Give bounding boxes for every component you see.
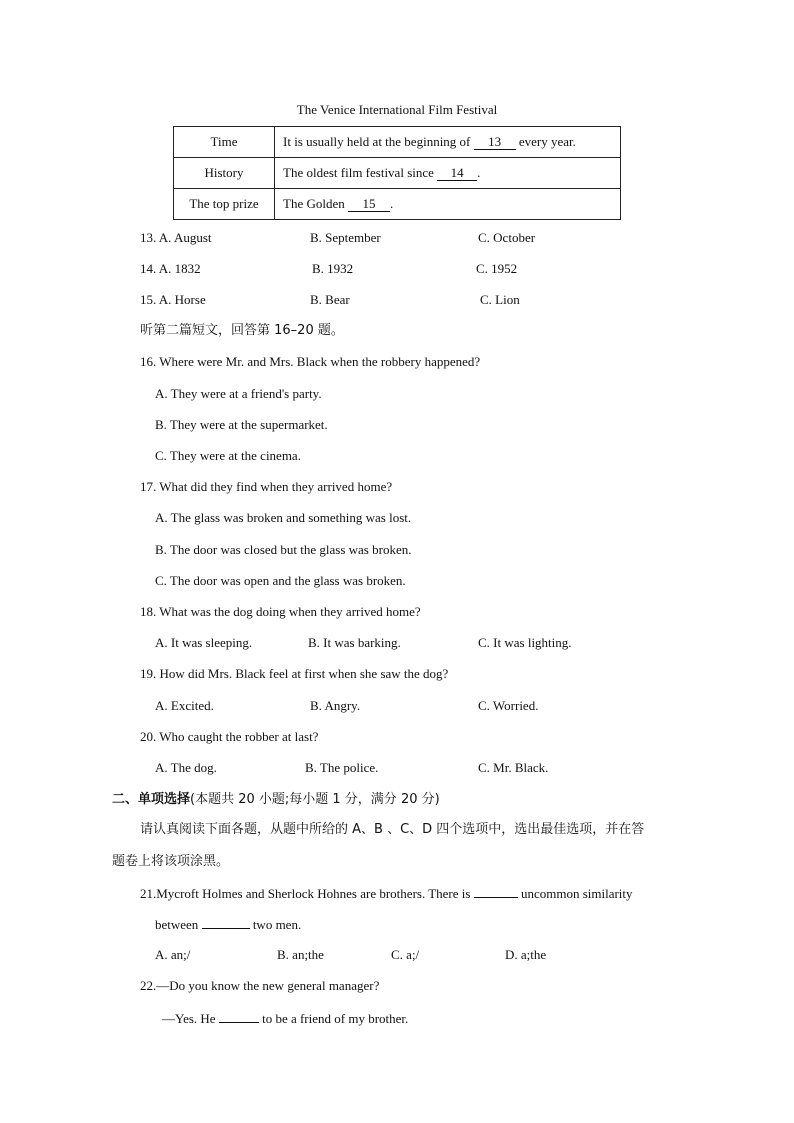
q14-option-c: C. 1952 xyxy=(476,261,518,276)
table-row xyxy=(174,189,621,220)
row-text-pre: The oldest film festival since xyxy=(283,165,434,180)
q22-answer-pre: —Yes. He xyxy=(162,1011,216,1026)
festival-table xyxy=(173,126,621,220)
q18-option-c: C. It was lighting. xyxy=(478,635,572,650)
answer-blank xyxy=(474,885,518,898)
q15-option-a: 15. A. Horse xyxy=(140,292,206,307)
table-row xyxy=(174,127,621,158)
q18-option-a: A. It was sleeping. xyxy=(155,635,253,650)
q13-option-c: C. October xyxy=(478,230,536,245)
answer-blank xyxy=(202,916,250,929)
table-title: The Venice International Film Festival xyxy=(296,102,498,117)
q17-question: 17. What did they find when they arrived home? xyxy=(140,479,393,494)
row-text-post: . xyxy=(477,165,481,180)
q22-question: 22.—Do you know the new general manager? xyxy=(140,978,380,993)
q13-option-a: 13. A. August xyxy=(140,230,212,245)
row-text-pre: It is usually held at the beginning of xyxy=(283,134,471,149)
q19-option-a: A. Excited. xyxy=(155,698,214,713)
q19-option-b: B. Angry. xyxy=(310,698,361,713)
blank-14: 14 xyxy=(437,166,477,181)
q15-option-c: C. Lion xyxy=(480,292,520,307)
q20-question: 20. Who caught the robber at last? xyxy=(140,729,319,744)
row-label: The top prize xyxy=(174,189,275,220)
q16-option-c: C. They were at the cinema. xyxy=(155,448,301,463)
q22-answer-post: to be a friend of my brother. xyxy=(262,1011,409,1026)
q14-option-a: 14. A. 1832 xyxy=(140,261,201,276)
section-2-header xyxy=(112,791,440,808)
row-content xyxy=(275,189,621,220)
row-label: History xyxy=(174,158,275,189)
q16-question: 16. Where were Mr. and Mrs. Black when the robbery happened? xyxy=(140,354,481,369)
row-content xyxy=(275,127,621,158)
row-text-pre: The Golden xyxy=(283,196,345,211)
q17-option-a: A. The glass was broken and something was lost. xyxy=(155,510,412,525)
answer-blank xyxy=(219,1010,259,1023)
q19-question: 19. How did Mrs. Black feel at first when she saw the dog? xyxy=(140,666,449,681)
passage-2-heading: 听第二篇短文，回答第 16–20 题。 xyxy=(140,323,344,338)
section-2-instruction-line1: 请认真阅读下面各题，从题中所给的 A、B 、C、D 四个选项中，选出最佳选项，并在答 xyxy=(140,822,645,837)
blank-15: 15 xyxy=(348,197,390,212)
q21-option-d: D. a;the xyxy=(505,947,547,962)
q15-option-b: B. Bear xyxy=(310,292,350,307)
q21-option-a: A. an;/ xyxy=(155,947,191,962)
q13-option-b: B. September xyxy=(310,230,381,245)
q21-option-b: B. an;the xyxy=(277,947,324,962)
q17-option-b: B. The door was closed but the glass was broken. xyxy=(155,542,412,557)
q19-option-c: C. Worried. xyxy=(478,698,539,713)
section-2-heading: 二、单项选择 xyxy=(112,792,191,807)
q22-answer xyxy=(162,1010,408,1027)
section-2-instruction-line2: 题卷上将该项涂黑。 xyxy=(112,854,230,869)
q20-option-c: C. Mr. Black. xyxy=(478,760,549,775)
q18-option-b: B. It was barking. xyxy=(308,635,401,650)
q17-option-c: C. The door was open and the glass was broken. xyxy=(155,573,406,588)
q21-line1 xyxy=(140,885,633,902)
q16-option-a: A. They were at a friend's party. xyxy=(155,386,322,401)
q16-option-b: B. They were at the supermarket. xyxy=(155,417,328,432)
q18-question: 18. What was the dog doing when they arrived home? xyxy=(140,604,421,619)
table-row xyxy=(174,158,621,189)
row-content xyxy=(275,158,621,189)
q21-line2 xyxy=(155,916,301,933)
q21-line1-post: uncommon similarity xyxy=(520,886,633,901)
q20-option-a: A. The dog. xyxy=(155,760,217,775)
blank-13: 13 xyxy=(474,135,516,150)
row-text-post: . xyxy=(389,196,394,211)
q20-option-b: B. The police. xyxy=(305,760,379,775)
q21-line2-post: two men. xyxy=(252,917,302,932)
section-2-note: (本题共 20 小题;每小题 1 分，满分 20 分) xyxy=(190,792,440,807)
q14-option-b: B. 1932 xyxy=(312,261,354,276)
q21-line2-pre: between xyxy=(155,917,199,932)
q21-line1-pre: 21.Mycroft Holmes and Sherlock Hohnes are brothers. There is xyxy=(140,886,471,901)
q21-option-c: C. a;/ xyxy=(391,947,420,962)
row-label: Time xyxy=(174,127,275,158)
row-text-post: every year. xyxy=(518,134,576,149)
